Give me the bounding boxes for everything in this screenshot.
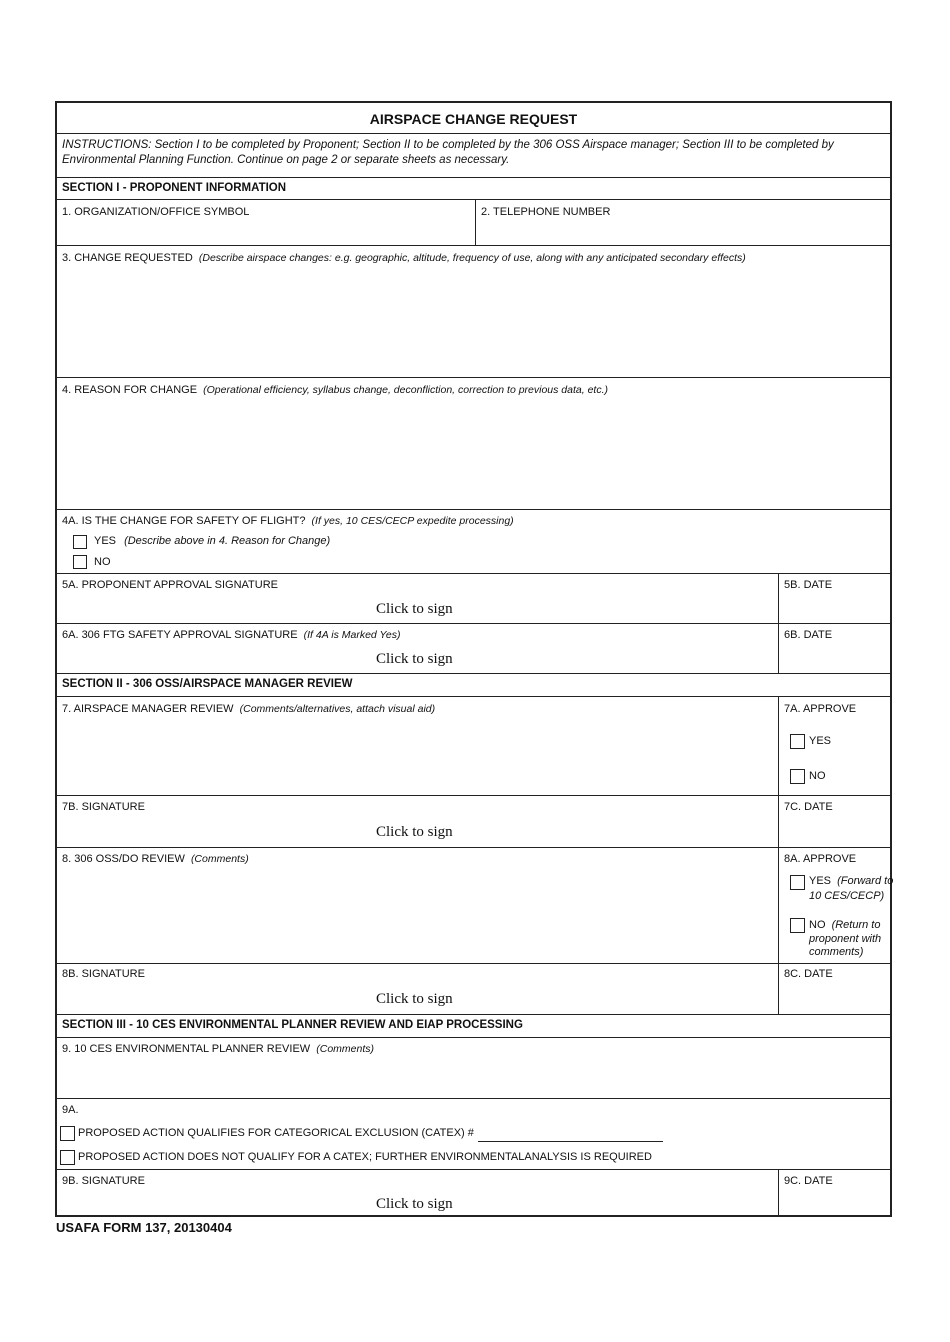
oss-approve-no-hint-line2: proponent with <box>809 933 882 945</box>
telephone-label: 2. TELEPHONE NUMBER <box>481 206 611 218</box>
oss-review-row <box>57 848 894 964</box>
oss-approve-no-label <box>809 919 880 931</box>
airspace-review-hint: (Comments/alternatives, attach visual aid) <box>239 703 436 715</box>
telephone-field[interactable] <box>475 200 890 245</box>
airspace-approve-label: 7A. APPROVE <box>784 703 857 715</box>
oss-click-to-sign[interactable]: Click to sign <box>376 991 453 1007</box>
oss-date-field[interactable] <box>778 964 890 1014</box>
proponent-click-to-sign[interactable]: Click to sign <box>376 601 453 617</box>
safety-of-flight-label <box>62 515 514 527</box>
oss-signature-label: 8B. SIGNATURE <box>62 968 145 980</box>
safety-no-label: NO <box>94 556 111 568</box>
airspace-click-to-sign[interactable]: Click to sign <box>376 824 453 840</box>
section3-heading-row <box>57 1015 890 1038</box>
org-office-label: 1. ORGANIZATION/OFFICE SYMBOL <box>62 206 250 218</box>
safety-click-to-sign[interactable]: Click to sign <box>376 651 453 667</box>
airspace-signature-row <box>57 796 890 848</box>
oss-approve-no-checkbox[interactable] <box>790 918 805 933</box>
reason-for-change-label <box>62 384 608 396</box>
airspace-approve-yes-label: YES <box>809 735 832 747</box>
oss-approve-cell <box>778 848 894 963</box>
safety-yes-label <box>94 535 330 547</box>
safety-signature-title: 6A. 306 FTG SAFETY APPROVAL SIGNATURE <box>62 629 298 641</box>
section2-heading: SECTION II - 306 OSS/AIRSPACE MANAGER REVIEW <box>62 678 353 690</box>
safety-no-checkbox[interactable] <box>73 555 87 569</box>
oss-signature-field <box>57 964 778 1014</box>
env-signature-field <box>57 1170 778 1217</box>
proponent-signature-field <box>57 574 778 623</box>
oss-review-label <box>62 853 249 865</box>
oss-approve-no-hint: (Return to <box>831 919 881 931</box>
safety-yes-checkbox[interactable] <box>73 535 87 549</box>
safety-signature-field <box>57 624 778 673</box>
oss-approve-yes-text: YES <box>809 875 832 887</box>
safety-signature-row <box>57 624 890 674</box>
section1-heading-row <box>57 178 890 200</box>
instructions-row <box>57 134 890 178</box>
safety-yes-text: YES <box>94 535 117 547</box>
airspace-date-label: 7C. DATE <box>784 801 833 813</box>
oss-approve-yes-hint: (Forward to <box>837 875 894 887</box>
env-signature-row <box>57 1170 890 1217</box>
title-row <box>57 103 890 134</box>
oss-approve-yes-hint-line2: 10 CES/CECP) <box>809 890 885 902</box>
airspace-approve-no-checkbox[interactable] <box>790 769 805 784</box>
catex-qualifies-checkbox[interactable] <box>60 1126 75 1141</box>
oss-review-field[interactable] <box>57 848 778 963</box>
reason-for-change-hint: (Operational efficiency, syllabus change, deconfliction, correction to previous data, etc.) <box>203 384 608 396</box>
section2-heading-row <box>57 674 890 697</box>
catex-label: 9A. <box>62 1104 79 1116</box>
airspace-approve-cell <box>778 697 890 795</box>
oss-review-title: 8. 306 OSS/DO REVIEW <box>62 853 185 865</box>
airspace-approve-yes-checkbox[interactable] <box>790 734 805 749</box>
safety-signature-label <box>62 629 401 641</box>
airspace-review-field[interactable] <box>57 697 778 795</box>
oss-date-label: 8C. DATE <box>784 968 833 980</box>
proponent-date-label: 5B. DATE <box>784 579 833 591</box>
catex-not-qualify-label: PROPOSED ACTION DOES NOT QUALIFY FOR A CATEX; FURTHER ENVIRONMENTALANALYSIS IS REQUIRED <box>78 1151 652 1163</box>
proponent-signature-row <box>57 574 890 624</box>
reason-for-change-title: 4. REASON FOR CHANGE <box>62 384 198 396</box>
proponent-signature-label: 5A. PROPONENT APPROVAL SIGNATURE <box>62 579 278 591</box>
catex-not-qualify-checkbox[interactable] <box>60 1150 75 1165</box>
env-click-to-sign[interactable]: Click to sign <box>376 1196 453 1212</box>
oss-approve-yes-checkbox[interactable] <box>790 875 805 890</box>
airspace-review-title: 7. AIRSPACE MANAGER REVIEW <box>62 703 234 715</box>
oss-approve-yes-label <box>809 875 893 887</box>
safety-signature-hint: (If 4A is Marked Yes) <box>303 629 401 641</box>
env-date-field[interactable] <box>778 1170 890 1217</box>
section1-heading: SECTION I - PROPONENT INFORMATION <box>62 182 287 194</box>
oss-approve-no-text: NO <box>809 919 826 931</box>
airspace-review-label <box>62 703 435 715</box>
safety-of-flight-row <box>57 510 890 574</box>
change-requested-label <box>62 252 746 264</box>
env-planner-review-label <box>62 1043 374 1055</box>
airspace-date-field[interactable] <box>778 796 890 847</box>
instructions-text: INSTRUCTIONS: Section I to be completed by Proponent; Section II to be completed by the 306 OSS Airspace manager; Section III to be completed by Environmental Planning Function. Continue on page 2 or separate sheets as necessary. <box>62 139 834 166</box>
oss-signature-row <box>57 964 890 1015</box>
org-office-field[interactable] <box>57 200 475 245</box>
oss-review-hint: (Comments) <box>190 853 249 865</box>
form-title: AIRSPACE CHANGE REQUEST <box>369 111 578 127</box>
env-signature-label: 9B. SIGNATURE <box>62 1175 145 1187</box>
org-phone-row <box>57 200 890 246</box>
change-requested-field[interactable] <box>57 246 890 378</box>
change-requested-title: 3. CHANGE REQUESTED <box>62 252 193 264</box>
airspace-signature-field <box>57 796 778 847</box>
form-footer: USAFA FORM 137, 20130404 <box>56 1220 232 1235</box>
catex-qualifies-label: PROPOSED ACTION QUALIFIES FOR CATEGORICAL EXCLUSION (CATEX) # <box>78 1127 474 1139</box>
safety-date-label: 6B. DATE <box>784 629 833 641</box>
env-planner-review-title: 9. 10 CES ENVIRONMENTAL PLANNER REVIEW <box>62 1043 311 1055</box>
env-planner-review-hint: (Comments) <box>316 1043 374 1055</box>
reason-for-change-field[interactable] <box>57 378 890 510</box>
safety-of-flight-title: 4A. IS THE CHANGE FOR SAFETY OF FLIGHT? <box>62 515 306 527</box>
oss-approve-no-hint-line3: comments) <box>809 946 864 958</box>
safety-date-field[interactable] <box>778 624 890 673</box>
oss-approve-label: 8A. APPROVE <box>784 853 857 865</box>
safety-of-flight-hint: (If yes, 10 CES/CECP expedite processing) <box>311 515 514 527</box>
airspace-approve-no-label: NO <box>809 770 826 782</box>
airspace-review-row <box>57 697 890 796</box>
change-requested-hint: (Describe airspace changes: e.g. geographic, altitude, frequency of use, along with any anticipated secondary effects) <box>198 252 746 264</box>
airspace-change-request-form <box>55 101 892 1217</box>
section3-heading: SECTION III - 10 CES ENVIRONMENTAL PLANNER REVIEW AND EIAP PROCESSING <box>62 1019 523 1031</box>
env-date-label: 9C. DATE <box>784 1175 833 1187</box>
catex-number-field[interactable] <box>478 1141 663 1142</box>
airspace-signature-label: 7B. SIGNATURE <box>62 801 145 813</box>
safety-yes-hint: (Describe above in 4. Reason for Change) <box>124 535 331 547</box>
catex-row <box>57 1099 890 1170</box>
env-planner-review-field[interactable] <box>57 1038 890 1099</box>
proponent-date-field[interactable] <box>778 574 890 623</box>
